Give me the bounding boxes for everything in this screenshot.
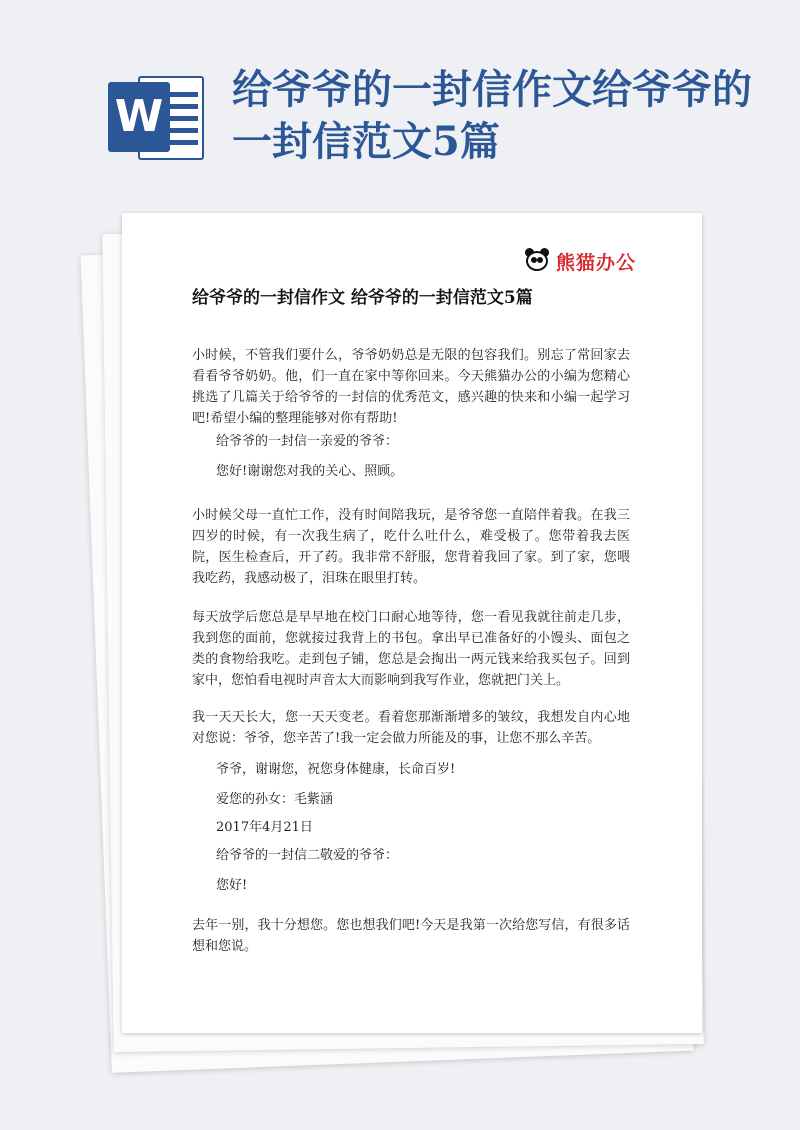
paragraph-body-3: 我一天天长大，您一天天变老。看着您那渐渐增多的皱纹，我想发自内心地对您说：爷爷，您辛苦了!我一定会做力所能及的事，让您不那么辛苦。: [192, 710, 630, 746]
banner: [0, 0, 800, 200]
paragraph-body-4: 去年一别，我十分想您。您也想我们吧!今天是我第一次给您写信，有很多话想和您说。: [192, 918, 630, 954]
brand-logo: [524, 247, 636, 275]
paragraph-body-2: 每天放学后您总是早早地在校门口耐心地等待，您一看见我就往前走几步，我到您的面前，您就接过我背上的书包。拿出早已准备好的小馒头、面包之类的食物给我吃。走到包子铺，您总是会掏出一两元钱来给我买包子。回到家中，您怕看电视时声音太大而影响到我写作业，您就把门关上。: [192, 610, 630, 688]
paragraph-body-1: 小时候父母一直忙工作，没有时间陪我玩，是爷爷您一直陪伴着我。在我三四岁的时候，有一次我生病了，吃什么吐什么，难受极了。您带着我去医院，医生检查后，开了药。我非常不舒服，您背着我回了家。到了家，您喂我吃药，我感动极了，泪珠在眼里打转。: [192, 508, 630, 586]
brand-logo-text: 熊猫办公: [556, 251, 637, 274]
paragraph-hello-1: 您好!谢谢您对我的关心、照顾。: [216, 464, 404, 479]
word-badge: W: [108, 82, 170, 152]
paragraph-intro: 小时候，不管我们要什么，爷爷奶奶总是无限的包容我们。别忘了常回家去看看爷爷奶奶。他，们一直在家中等你回来。今天熊猫办公的小编为您精心挑选了几篇关于给爷爷的一封信的优秀范文，感兴趣的快来和小编一起学习吧!希望小编的整理能够对你有帮助!: [192, 348, 630, 426]
document-page: [122, 213, 702, 1033]
banner-title: 给爷爷的一封信作文给爷爷的一封信范文5篇: [232, 66, 752, 165]
paragraph-greeting-1: 给爷爷的一封信一亲爱的爷爷：: [216, 434, 399, 449]
paragraph-wish: 爷爷，谢谢您，祝您身体健康，长命百岁!: [216, 762, 456, 777]
word-document-icon: [108, 72, 208, 164]
document-title: 给爷爷的一封信作文 给爷爷的一封信范文5篇: [192, 288, 533, 308]
paragraph-signature: 爱您的孙女：毛紫涵: [216, 792, 334, 807]
paragraph-hello-2: 您好!: [216, 878, 248, 893]
paragraph-date: 2017年4月21日: [216, 820, 313, 835]
paragraph-greeting-2: 给爷爷的一封信二敬爱的爷爷：: [216, 848, 399, 863]
panda-icon: [524, 248, 550, 274]
